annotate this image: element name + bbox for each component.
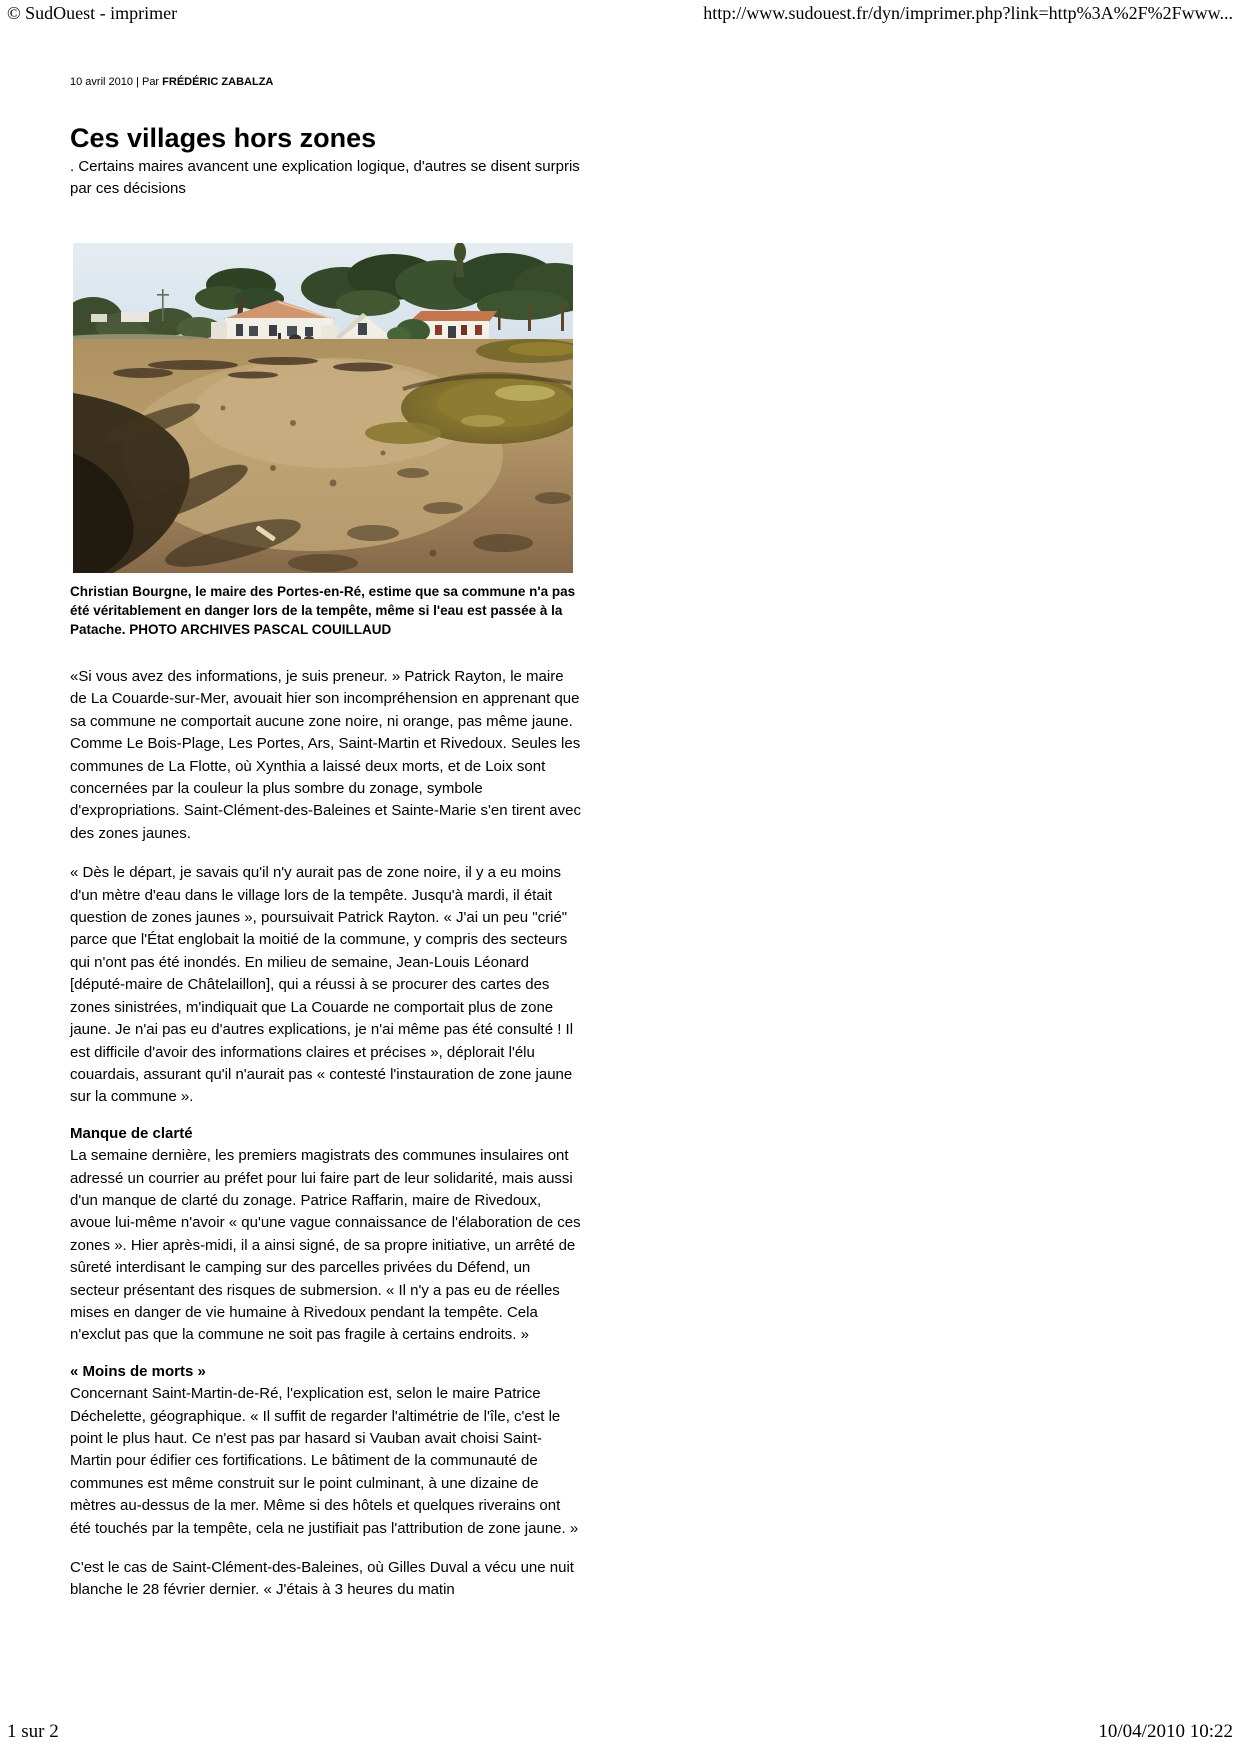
section-body-manque-de-clarte: La semaine dernière, les premiers magistrats des communes insulaires ont adressé un courrier au préfet pour lui faire part de leur solidarité, mais aussi d'un manque de clarté du zonage. Patrice Raffarin, maire de Rivedoux, avoue lui-même n'avoir « qu'une vague connaissance de l'élaboration de ces zones ». Hier après-midi, il a ainsi signé, de sa propre initiative, un arrêté de sûreté interdisant le camping sur des parcelles privées du Défend, un secteur présentant des risques de submersion. « Il n'y a pas eu de réelles mises en danger de vie humaine à Rivedoux pendant la tempête. Cela n'exclut pas que la commune ne soit pas fragile à certains endroits. » xyxy=(70,1147,581,1344)
print-footer xyxy=(7,1722,1233,1742)
photo-caption: Christian Bourgne, le maire des Portes-en-Ré, estime que sa commune n'a pas été véritablement en danger lors de la tempête, même si l'eau est passée à la Patache. PHOTO ARCHIVES PASCAL COUILLAUD xyxy=(70,584,576,637)
section-body-moins-de-morts: Concernant Saint-Martin-de-Ré, l'explication est, selon le maire Patrice Déchelette, géographique. « Il suffit de regarder l'altimétrie de l'île, c'est le point le plus haut. Ce n'est pas par hasard si Vauban avait choisi Saint-Martin pour édifier ces fortifications. Le bâtiment de la communauté de communes est même construit sur le point culminant, à une dizaine de mètres au-dessus de la mer. Même si des hôtels et quelques riverains ont été touchés par la tempête, cela ne justifiait pas l'attribution de zone jaune. » xyxy=(70,1385,579,1537)
paragraph-closing: C'est le cas de Saint-Clément-des-Baleines, où Gilles Duval a vécu une nuit blanche le 28 février dernier. « J'étais à 3 heures du matin xyxy=(70,1559,574,1599)
section-heading-moins-de-morts: « Moins de morts » xyxy=(70,1362,206,1380)
dateline-byline-prefix: | Par xyxy=(136,76,160,88)
article-photo xyxy=(73,243,573,573)
print-footer-page-number: 1 sur 2 xyxy=(7,1721,59,1742)
print-footer-timestamp: 10/04/2010 10:22 xyxy=(1098,1721,1233,1742)
print-header-url: http://www.sudouest.fr/dyn/imprimer.php?link=http%3A%2F%2Fwww... xyxy=(703,3,1233,23)
dateline xyxy=(70,76,583,89)
paragraph-2: « Dès le départ, je savais qu'il n'y aurait pas de zone noire, il y a eu moins d'un mètre d'eau dans le village lors de la tempête. Jusqu'à mardi, il était question de zones jaunes », poursuivait Patrick Rayton. « J'ai un peu "crié" parce que l'État englobait la moitié de la commune, y compris des secteurs qui n'ont pas été inondés. En milieu de semaine, Jean-Louis Léonard [député-maire de Châtelaillon], qui a réussi à se procurer des cartes des zones sinistrées, m'indiquait que La Couarde ne comportait plus de zone jaune. Je n'ai pas eu d'autres explications, je n'ai même pas été consulté ! Il est difficile d'avoir des informations claires et précises », déplorait l'élu couardais, assurant qu'il n'aurait pas « contesté l'instauration de zone jaune sur la commune ». xyxy=(70,864,574,1106)
article-body xyxy=(70,666,583,1602)
article xyxy=(70,76,583,1602)
paragraph-1: «Si vous avez des informations, je suis preneur. » Patrick Rayton, le maire de La Couarde-sur-Mer, avouait hier son incompréhension en apprenant que sa commune ne comportait aucune zone noire, ni orange, pas même jaune. Comme Le Bois-Plage, Les Portes, Ars, Saint-Martin et Rivedoux. Seules les communes de La Flotte, où Xynthia a laissé deux morts, et de Loix sont concernées par la couleur la plus sombre du zonage, symbole d'expropriations. Saint-Clément-des-Baleines et Sainte-Marie s'en tirent avec des zones jaunes. xyxy=(70,668,581,842)
print-header xyxy=(7,3,1233,23)
dateline-date: 10 avril 2010 xyxy=(70,76,133,88)
print-header-title: © SudOuest - imprimer xyxy=(7,3,178,23)
dateline-author: FRÉDÉRIC ZABALZA xyxy=(162,76,274,88)
section-heading-manque-de-clarte: Manque de clarté xyxy=(70,1124,193,1142)
article-subtitle: . Certains maires avancent une explication logique, d'autres se disent surpris par ces décisions xyxy=(70,158,580,197)
article-title: Ces villages hors zones xyxy=(70,123,377,153)
article-photo-illustration xyxy=(73,243,573,573)
